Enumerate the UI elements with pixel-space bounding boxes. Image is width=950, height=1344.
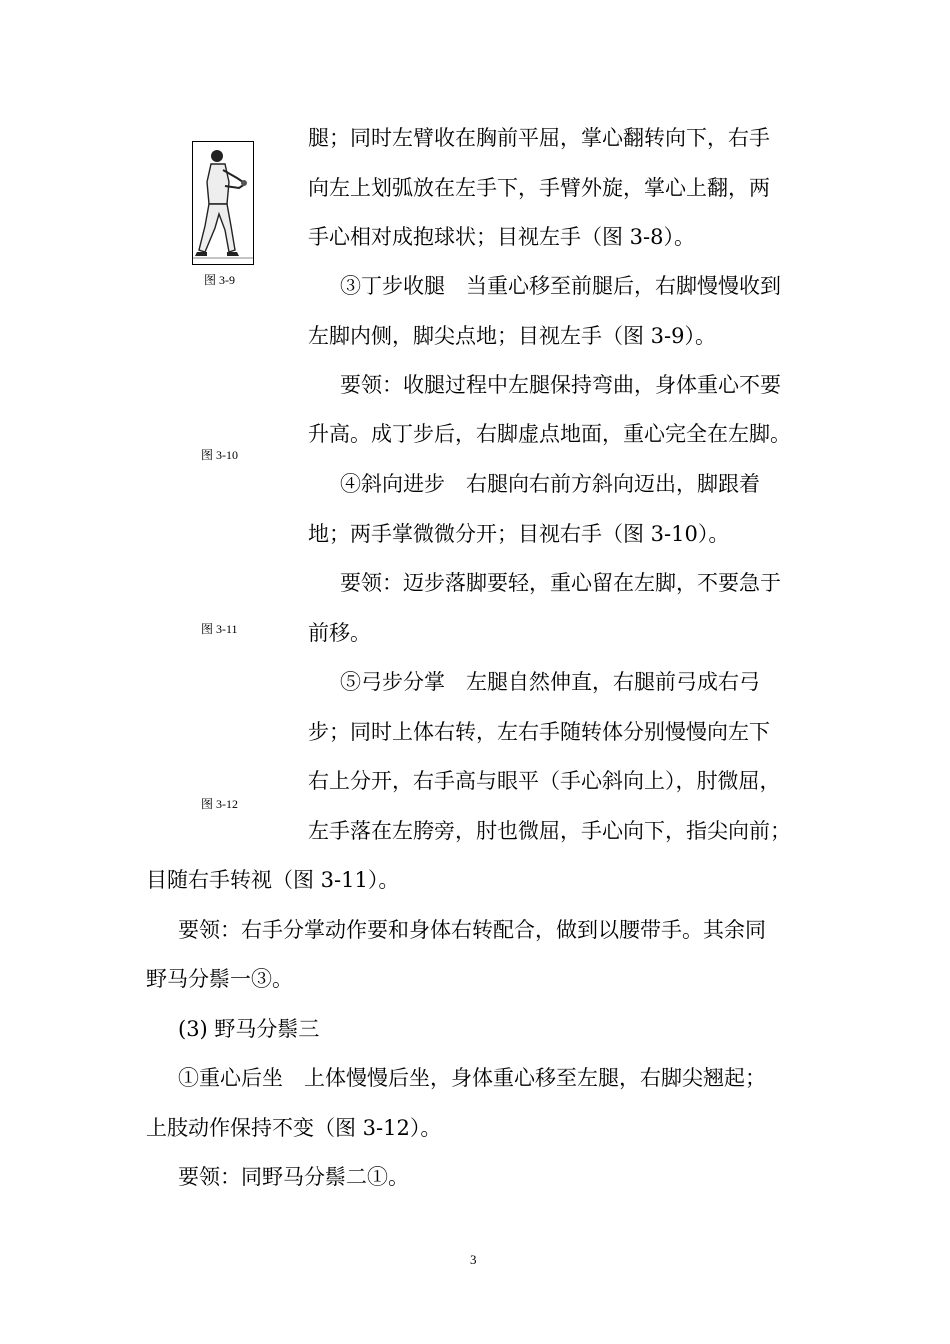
text-line: 手心相对成抱球状；目视左手（图 3-8）。 bbox=[308, 225, 695, 249]
text-line: 腿；同时左臂收在胸前平屈，掌心翻转向下，右手 bbox=[308, 126, 770, 150]
text-line: 要领：同野马分鬃二①。 bbox=[178, 1165, 409, 1189]
text-line: ④斜向进步 右腿向右前方斜向迈出，脚跟着 bbox=[340, 472, 760, 496]
figure-caption-3-9: 图 3-9 bbox=[204, 273, 235, 287]
figure-caption-3-12: 图 3-12 bbox=[201, 797, 238, 811]
text-line: ③丁步收腿 当重心移至前腿后，右脚慢慢收到 bbox=[340, 274, 781, 298]
text-line: 要领：右手分掌动作要和身体右转配合，做到以腰带手。其余同 bbox=[178, 918, 766, 942]
text-line: ①重心后坐 上体慢慢后坐，身体重心移至左腿，右脚尖翘起； bbox=[178, 1066, 766, 1090]
text-line: 野马分鬃一③。 bbox=[146, 967, 293, 991]
figure-caption-3-10: 图 3-10 bbox=[201, 448, 238, 462]
text-line: 地；两手掌微微分开；目视右手（图 3-10）。 bbox=[308, 522, 730, 546]
taichi-figure-drawing bbox=[193, 142, 253, 264]
figure-3-9-illustration bbox=[192, 141, 254, 265]
text-line: 前移。 bbox=[308, 621, 371, 645]
text-line: (3) 野马分鬃三 bbox=[178, 1017, 320, 1041]
text-line: 要领：收腿过程中左腿保持弯曲，身体重心不要 bbox=[340, 373, 781, 397]
text-line: 向左上划弧放在左手下，手臂外旋，掌心上翻，两 bbox=[308, 176, 770, 200]
text-line: 左手落在左胯旁，肘也微屈，手心向下，指尖向前； bbox=[308, 819, 791, 843]
figure-caption-3-11: 图 3-11 bbox=[201, 622, 238, 636]
text-line: 左脚内侧，脚尖点地；目视左手（图 3-9）。 bbox=[308, 324, 716, 348]
page-number: 3 bbox=[470, 1252, 477, 1267]
text-line: ⑤弓步分掌 左腿自然伸直，右腿前弓成右弓 bbox=[340, 670, 760, 694]
text-line: 目随右手转视（图 3-11）。 bbox=[146, 868, 400, 892]
text-line: 升高。成丁步后，右脚虚点地面，重心完全在左脚。 bbox=[308, 422, 791, 446]
text-line: 要领：迈步落脚要轻，重心留在左脚，不要急于 bbox=[340, 571, 781, 595]
text-line: 右上分开，右手高与眼平（手心斜向上），肘微屈， bbox=[308, 769, 781, 793]
text-line: 步；同时上体右转，左右手随转体分别慢慢向左下 bbox=[308, 720, 770, 744]
text-line: 上肢动作保持不变（图 3-12）。 bbox=[146, 1116, 442, 1140]
